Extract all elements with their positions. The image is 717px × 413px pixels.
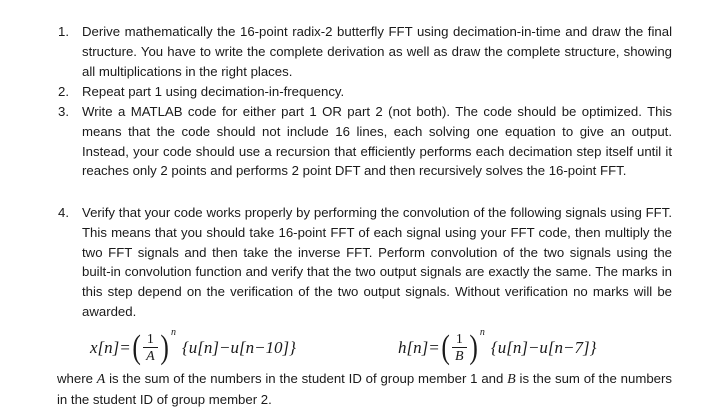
question-number: 3. <box>58 104 69 119</box>
question-text: Repeat part 1 using decimation-in-frequency. <box>82 84 345 99</box>
question-4 <box>58 203 672 322</box>
equation-h <box>398 327 597 366</box>
left-paren: ( <box>132 329 141 366</box>
equation-rhs: {u[n]−u[n−10]} <box>181 338 296 357</box>
fraction-denominator: A <box>143 347 158 364</box>
question-number: 1. <box>58 24 69 39</box>
exponent: n <box>170 327 176 338</box>
variable-b: B <box>507 372 516 387</box>
question-text: Verify that your code works properly by performing the convolution of the following signals using FFT. This means that you should take 16-point FFT of each signal using your FFT code, then multiply the two FFT signals and then take the inverse FFT. Perform convolution of the two signals using the built-in convolution function and verify that the two output signals are exactly the same. The marks in this step depend on the verification of the two output signals. Without verification no marks will be awarded. <box>82 205 672 319</box>
question-number: 4. <box>58 205 69 220</box>
equation-x <box>90 327 296 366</box>
footer-text: is the sum of the numbers in the student ID of group member 2. <box>57 371 672 407</box>
fraction-numerator: 1 <box>455 332 463 347</box>
question-number: 2. <box>58 84 69 99</box>
left-paren: ( <box>441 329 450 366</box>
question-text: Write a MATLAB code for either part 1 OR part 2 (not both). The code should be optimized. This means that the code should not include 16 lines, each solving one equation to give an output. Instead, your code should use a recursion that efficiently performs each decimation step itself until it reaches only 2 points and performs 2 point DFT and then recursively solves the 16-point FFT. <box>82 104 672 179</box>
question-3 <box>58 102 672 181</box>
exponent: n <box>479 327 485 338</box>
fraction <box>452 332 467 364</box>
question-text: Derive mathematically the 16-point radix-2 butterfly FFT using decimation-in-time and draw the final structure. You have to write the complete derivation as well as draw the complete structure, showing all multiplications in the right places. <box>82 24 672 79</box>
footer-text: where <box>57 371 97 386</box>
right-paren: ) <box>469 329 478 366</box>
footer-note <box>57 369 672 410</box>
fraction-numerator: 1 <box>146 332 154 347</box>
variable-a: A <box>96 372 106 387</box>
equation-rhs: {u[n]−u[n−7]} <box>490 338 597 357</box>
fraction <box>143 332 158 364</box>
right-paren: ) <box>160 329 169 366</box>
equation-lhs: x[n]= <box>90 338 131 357</box>
question-1 <box>58 22 672 81</box>
equation-lhs: h[n]= <box>398 338 440 357</box>
footer-text: is the sum of the numbers in the student ID of group member 1 and <box>105 371 508 386</box>
fraction-denominator: B <box>452 347 467 364</box>
question-2 <box>58 82 672 102</box>
